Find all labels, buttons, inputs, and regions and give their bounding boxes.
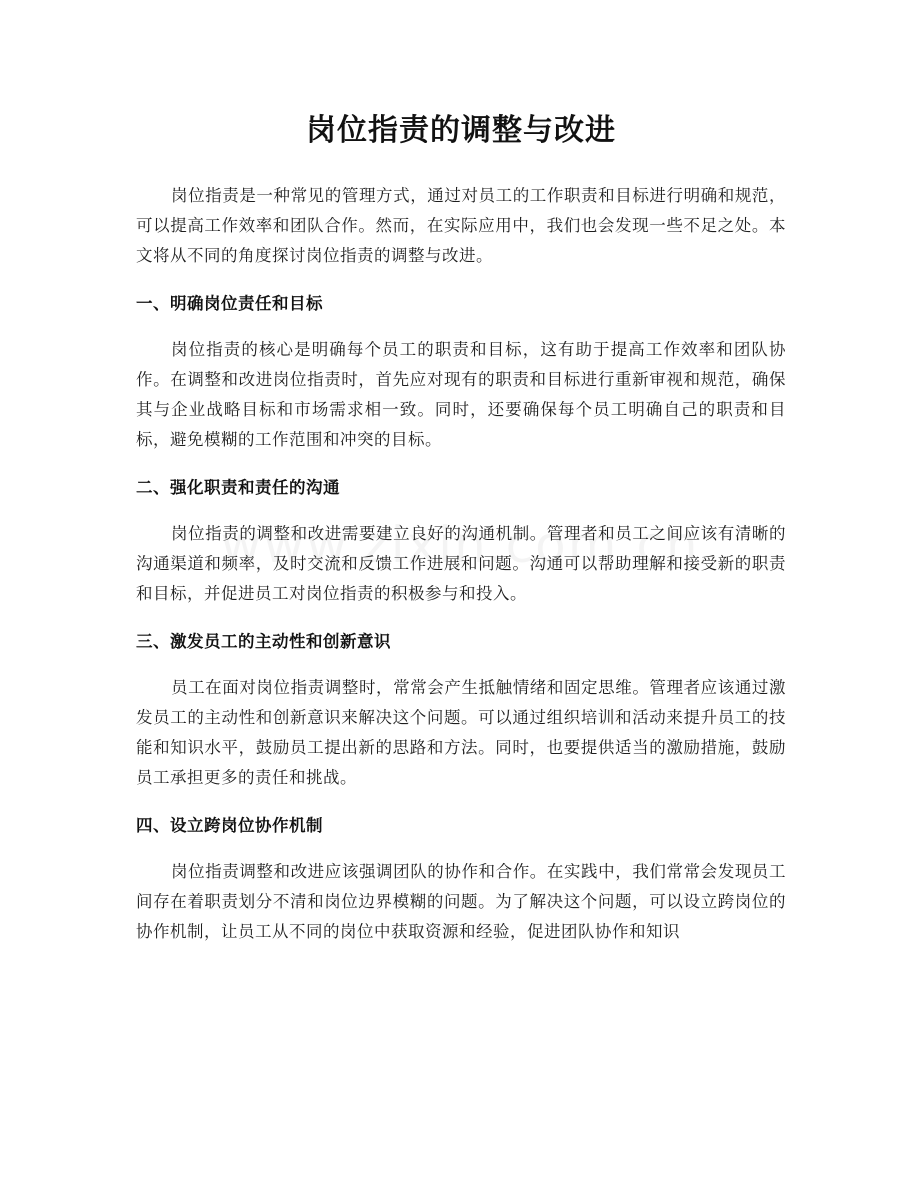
section-body-3: 员工在面对岗位指责调整时，常常会产生抵触情绪和固定思维。管理者应该通过激发员工的主动性和创新意识来解决这个问题。可以通过组织培训和活动来提升员工的技能和知识水平，鼓励员工提出新的思路和方法。同时，也要提供适当的激励措施，鼓励员工承担更多的责任和挑战。 (136, 678, 786, 787)
section-body-4: 岗位指责调整和改进应该强调团队的协作和合作。在实践中，我们常常会发现员工间存在着职责划分不清和岗位边界模糊的问题。为了解决这个问题，可以设立跨岗位的协作机制，让员工从不同的岗位中获取资源和经验，促进团队协作和知识 (136, 862, 786, 941)
section-body-2: 岗位指责的调整和改进需要建立良好的沟通机制。管理者和员工之间应该有清晰的沟通渠道和频率，及时交流和反馈工作进展和问题。沟通可以帮助理解和接受新的职责和目标，并促进员工对岗位指责的积极参与和投入。 (136, 524, 786, 603)
document-title: 岗位指责的调整与改进 (306, 113, 616, 148)
section-heading-2: 二、强化职责和责任的沟通 (136, 478, 340, 497)
document-content (136, 100, 786, 947)
section-body-1: 岗位指责的核心是明确每个员工的职责和目标，这有助于提高工作效率和团队协作。在调整和改进岗位指责时，首先应对现有的职责和目标进行重新审视和规范，确保其与企业战略目标和市场需求相一致。同时，还要确保每个员工明确自己的职责和目标，避免模糊的工作范围和冲突的目标。 (136, 340, 786, 449)
section-heading-1: 一、明确岗位责任和目标 (136, 294, 323, 313)
section-heading-3: 三、激发员工的主动性和创新意识 (136, 632, 391, 651)
intro-paragraph: 岗位指责是一种常见的管理方式，通过对员工的工作职责和目标进行明确和规范，可以提高工作效率和团队合作。然而，在实际应用中，我们也会发现一些不足之处。本文将从不同的角度探讨岗位指责的调整与改进。 (136, 186, 786, 265)
section-heading-4: 四、设立跨岗位协作机制 (136, 816, 323, 835)
